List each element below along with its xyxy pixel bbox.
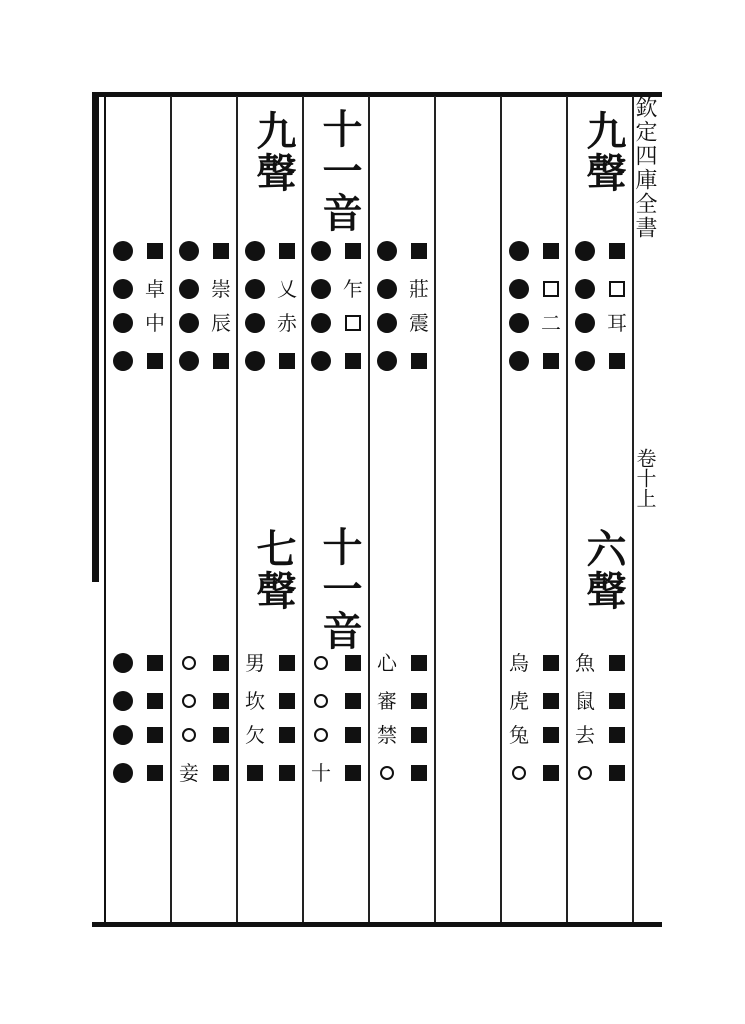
filled-square-mark (540, 240, 562, 262)
column-line (368, 96, 370, 922)
filled-circle-mark-glyph (245, 351, 265, 371)
filled-circle-mark (574, 278, 596, 300)
heading-top-left: 九聲 (250, 110, 297, 194)
open-circle-mark-glyph (314, 728, 328, 742)
rhyme-character: 坎 (245, 689, 265, 713)
filled-square-mark (606, 240, 628, 262)
filled-square-mark-glyph (609, 765, 625, 781)
rhyme-character: 兔 (509, 723, 529, 747)
open-circle-mark (178, 690, 200, 712)
filled-square-mark-glyph (147, 765, 163, 781)
filled-square-mark-glyph (345, 727, 361, 743)
filled-square-mark-glyph (213, 727, 229, 743)
filled-circle-mark-glyph (509, 241, 529, 261)
rhyme-character: 妾 (179, 761, 199, 785)
filled-circle-mark-glyph (179, 351, 199, 371)
filled-square-mark-glyph (609, 243, 625, 259)
rhyme-character: 男 (245, 651, 265, 675)
column-line (302, 96, 304, 922)
filled-square-mark-glyph (213, 765, 229, 781)
filled-circle-mark-glyph (179, 279, 199, 299)
filled-circle-mark-glyph (575, 351, 595, 371)
filled-circle-mark (310, 350, 332, 372)
filled-circle-mark (508, 312, 530, 334)
filled-circle-mark (178, 240, 200, 262)
filled-square-mark-glyph (609, 693, 625, 709)
open-circle-mark (310, 724, 332, 746)
filled-square-mark (408, 724, 430, 746)
filled-square-mark (210, 652, 232, 674)
filled-circle-mark-glyph (509, 279, 529, 299)
filled-circle-mark-glyph (113, 763, 133, 783)
filled-circle-mark (112, 690, 134, 712)
filled-square-mark-glyph (147, 693, 163, 709)
filled-circle-mark (574, 350, 596, 372)
open-circle-mark (178, 652, 200, 674)
filled-square-mark (276, 240, 298, 262)
filled-square-mark (276, 690, 298, 712)
rhyme-character: 十 (311, 761, 331, 785)
filled-circle-mark (178, 350, 200, 372)
rhyme-character: 鼠 (575, 689, 595, 713)
filled-circle-mark-glyph (311, 313, 331, 333)
filled-square-mark (540, 350, 562, 372)
filled-square-mark-glyph (213, 655, 229, 671)
filled-circle-mark-glyph (113, 313, 133, 333)
rhyme-character: 欠 (245, 723, 265, 747)
filled-square-mark (342, 652, 364, 674)
filled-square-mark-glyph (279, 243, 295, 259)
filled-square-mark (606, 690, 628, 712)
empty-box-mark (606, 278, 628, 300)
filled-square-mark-glyph (543, 765, 559, 781)
filled-square-mark-glyph (411, 243, 427, 259)
rhyme-character: 震 (409, 311, 429, 335)
rhyme-character: 中 (145, 311, 165, 335)
filled-square-mark-glyph (279, 693, 295, 709)
filled-square-mark-glyph (147, 243, 163, 259)
filled-square-mark (144, 240, 166, 262)
filled-square-mark-glyph (609, 353, 625, 369)
filled-square-mark-glyph (279, 727, 295, 743)
filled-square-mark (540, 690, 562, 712)
filled-square-mark (540, 762, 562, 784)
filled-square-mark (408, 762, 430, 784)
filled-circle-mark-glyph (575, 313, 595, 333)
filled-square-mark (540, 724, 562, 746)
empty-box-mark (342, 312, 364, 334)
filled-circle-mark (244, 240, 266, 262)
filled-square-mark (210, 690, 232, 712)
filled-circle-mark (376, 350, 398, 372)
filled-square-mark-glyph (247, 765, 263, 781)
filled-square-mark-glyph (543, 353, 559, 369)
filled-square-mark (342, 350, 364, 372)
frame-bottom-rule (92, 922, 662, 927)
filled-square-mark (342, 690, 364, 712)
open-circle-mark (310, 690, 332, 712)
filled-circle-mark-glyph (179, 241, 199, 261)
rhyme-character: 卓 (145, 277, 165, 301)
filled-circle-mark-glyph (509, 351, 529, 371)
filled-circle-mark-glyph (377, 313, 397, 333)
open-circle-mark (178, 724, 200, 746)
filled-circle-mark (376, 278, 398, 300)
filled-square-mark (342, 724, 364, 746)
filled-circle-mark (112, 724, 134, 746)
filled-square-mark-glyph (345, 655, 361, 671)
margin-volume: 卷十上 (633, 448, 657, 508)
open-circle-mark-glyph (380, 766, 394, 780)
heading-top-mid: 十一音 (316, 108, 363, 234)
filled-circle-mark-glyph (575, 279, 595, 299)
filled-circle-mark-glyph (245, 313, 265, 333)
open-circle-mark-glyph (314, 656, 328, 670)
filled-circle-mark (112, 652, 134, 674)
rhyme-character: 赤 (277, 311, 297, 335)
filled-circle-mark (244, 350, 266, 372)
rhyme-character: 耳 (607, 311, 627, 335)
filled-square-mark-glyph (213, 353, 229, 369)
filled-square-mark (276, 762, 298, 784)
filled-square-mark (210, 762, 232, 784)
filled-square-mark (606, 762, 628, 784)
rhyme-character: 崇 (211, 277, 231, 301)
filled-circle-mark (310, 240, 332, 262)
filled-circle-mark (574, 312, 596, 334)
filled-circle-mark (112, 350, 134, 372)
filled-square-mark (210, 240, 232, 262)
filled-square-mark (244, 762, 266, 784)
heading-bottom-mid: 十一音 (316, 526, 363, 652)
filled-circle-mark-glyph (113, 241, 133, 261)
filled-square-mark (144, 762, 166, 784)
open-circle-mark-glyph (578, 766, 592, 780)
rhyme-character: 二 (541, 311, 561, 335)
rhyme-character: 虎 (509, 689, 529, 713)
filled-square-mark (210, 724, 232, 746)
filled-circle-mark-glyph (311, 279, 331, 299)
filled-square-mark (408, 350, 430, 372)
open-circle-mark (310, 652, 332, 674)
filled-circle-mark-glyph (245, 279, 265, 299)
filled-square-mark (540, 652, 562, 674)
open-circle-mark-glyph (182, 694, 196, 708)
filled-circle-mark-glyph (245, 241, 265, 261)
rhyme-character: 辰 (211, 311, 231, 335)
filled-circle-mark-glyph (509, 313, 529, 333)
filled-square-mark-glyph (147, 353, 163, 369)
filled-circle-mark-glyph (113, 725, 133, 745)
filled-square-mark-glyph (147, 655, 163, 671)
filled-square-mark-glyph (543, 693, 559, 709)
filled-square-mark (606, 350, 628, 372)
filled-square-mark-glyph (609, 727, 625, 743)
filled-circle-mark-glyph (113, 351, 133, 371)
open-circle-mark-glyph (314, 694, 328, 708)
filled-circle-mark (112, 278, 134, 300)
filled-circle-mark (508, 240, 530, 262)
filled-square-mark (210, 350, 232, 372)
open-circle-mark-glyph (512, 766, 526, 780)
heading-bottom-right: 六聲 (580, 528, 627, 612)
filled-circle-mark (178, 312, 200, 334)
open-circle-mark (508, 762, 530, 784)
filled-square-mark-glyph (411, 353, 427, 369)
filled-square-mark (408, 652, 430, 674)
heading-top-right: 九聲 (580, 110, 627, 194)
filled-square-mark (606, 652, 628, 674)
filled-circle-mark-glyph (575, 241, 595, 261)
filled-circle-mark (508, 278, 530, 300)
filled-circle-mark-glyph (311, 241, 331, 261)
open-circle-mark (574, 762, 596, 784)
filled-circle-mark (376, 312, 398, 334)
filled-circle-mark-glyph (311, 351, 331, 371)
empty-box-mark-glyph (609, 281, 625, 297)
filled-circle-mark (244, 278, 266, 300)
filled-square-mark (144, 690, 166, 712)
filled-circle-mark (112, 762, 134, 784)
filled-circle-mark (244, 312, 266, 334)
filled-square-mark (276, 350, 298, 372)
filled-square-mark-glyph (345, 693, 361, 709)
rhyme-character: 心 (377, 651, 397, 675)
filled-circle-mark-glyph (377, 279, 397, 299)
frame-top-rule (92, 92, 662, 97)
heading-bottom-left: 七聲 (250, 528, 297, 612)
filled-circle-mark (574, 240, 596, 262)
open-circle-mark (376, 762, 398, 784)
empty-box-mark-glyph (543, 281, 559, 297)
filled-square-mark-glyph (543, 727, 559, 743)
filled-circle-mark (310, 312, 332, 334)
filled-square-mark (408, 690, 430, 712)
column-line (566, 96, 568, 922)
filled-square-mark (342, 762, 364, 784)
column-line (170, 96, 172, 922)
rhyme-character: 魚 (575, 651, 595, 675)
filled-circle-mark-glyph (113, 279, 133, 299)
rhyme-character: 禁 (377, 723, 397, 747)
rhyme-character: 乂 (277, 277, 297, 301)
filled-square-mark-glyph (345, 765, 361, 781)
filled-square-mark-glyph (543, 243, 559, 259)
filled-square-mark (342, 240, 364, 262)
filled-square-mark (408, 240, 430, 262)
filled-square-mark (276, 652, 298, 674)
filled-square-mark (144, 652, 166, 674)
filled-circle-mark (112, 312, 134, 334)
filled-square-mark-glyph (411, 765, 427, 781)
rhyme-character: 乍 (343, 277, 363, 301)
filled-circle-mark (310, 278, 332, 300)
filled-square-mark-glyph (345, 353, 361, 369)
column-line (236, 96, 238, 922)
rhyme-character: 審 (377, 689, 397, 713)
column-line (500, 96, 502, 922)
frame-left-rule (92, 92, 99, 582)
filled-square-mark (606, 724, 628, 746)
filled-circle-mark-glyph (113, 653, 133, 673)
filled-square-mark-glyph (609, 655, 625, 671)
empty-box-mark (540, 278, 562, 300)
filled-square-mark-glyph (279, 353, 295, 369)
filled-square-mark-glyph (345, 243, 361, 259)
filled-square-mark-glyph (279, 765, 295, 781)
open-circle-mark-glyph (182, 728, 196, 742)
filled-square-mark-glyph (411, 693, 427, 709)
filled-square-mark-glyph (279, 655, 295, 671)
filled-square-mark-glyph (543, 655, 559, 671)
filled-square-mark-glyph (147, 727, 163, 743)
filled-square-mark-glyph (411, 655, 427, 671)
column-line (434, 96, 436, 922)
filled-circle-mark-glyph (113, 691, 133, 711)
open-circle-mark-glyph (182, 656, 196, 670)
filled-square-mark-glyph (213, 243, 229, 259)
filled-square-mark (276, 724, 298, 746)
filled-square-mark-glyph (411, 727, 427, 743)
filled-square-mark-glyph (213, 693, 229, 709)
rhyme-character: 烏 (509, 651, 529, 675)
rhyme-character: 去 (575, 723, 595, 747)
margin-title: 欽定四庫全書 (632, 96, 657, 240)
filled-circle-mark-glyph (377, 241, 397, 261)
rhyme-character: 莊 (409, 277, 429, 301)
filled-circle-mark (376, 240, 398, 262)
filled-circle-mark-glyph (377, 351, 397, 371)
filled-square-mark (144, 724, 166, 746)
filled-circle-mark-glyph (179, 313, 199, 333)
empty-box-mark-glyph (345, 315, 361, 331)
frame-left-thin-rule (104, 96, 106, 922)
filled-circle-mark (178, 278, 200, 300)
filled-circle-mark (112, 240, 134, 262)
filled-circle-mark (508, 350, 530, 372)
filled-square-mark (144, 350, 166, 372)
